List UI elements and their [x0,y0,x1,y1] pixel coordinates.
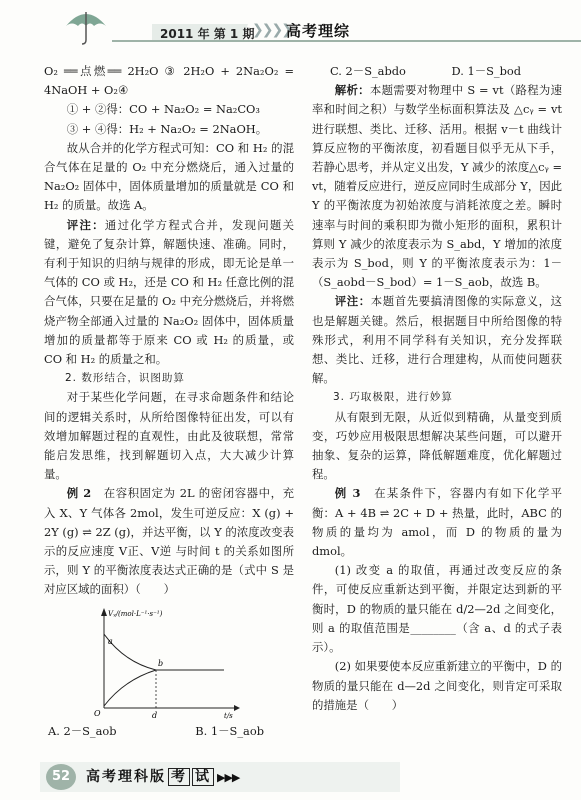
commentary-paragraph [44,216,294,370]
origin-label: O [94,708,101,718]
footer-label [86,766,239,786]
header-chevrons-icon: ❯❯❯❯ [252,22,291,38]
analysis-text: 本题需要对物理中 S = vt（路程为速率和时间之积）与数学坐标面积算法及 △cᵧ = vt 进行联想、类比、迁移、活用。根据 v－t 曲线计算反应物的平衡浓度，初看题目似乎无从下手，若静心思考，并从定义出发，Y 减少的浓度△cᵧ = vt，随着反应进行，逆反应同时生成部分 Y，因此 Y 的平衡浓度为初始浓度与消耗浓度之差。瞬时速率与时间的乘积即为微小矩形的面积，累积计算则 Y 减少的浓度表示为 S_abd，Y 增加的浓度表示为 S_bod，则 Y 的平衡浓度表示为：1－（S_aobd－S_bod）= 1－S_aob，故选 B。 [312,83,562,290]
example-paragraph [312,484,562,561]
analysis-label: 解析： [334,83,370,98]
commentary-label: 评注： [334,294,371,309]
page-header [0,0,581,52]
paragraph: 对于某些化学问题，在寻求命题条件和结论间的逻辑关系时，从所给图像特征出发，可以有效增加解题过程的直观性，由此及彼联想，常常能启发思维，找到解题切入点，大大减少计算量。 [44,390,294,482]
section-heading: 2. 数形结合，识图助算 [65,372,185,385]
issue-label: 2011 年 第 1 期 [160,27,255,41]
footer-box-char: 考 [168,768,190,786]
example-label: 例 2 [66,486,92,501]
footer-arrows-icon: ▶▶▶ [217,771,240,784]
example-label: 例 3 [334,486,361,501]
umbrella-logo-icon [62,6,110,46]
answer-options-cd: C. 2－S_abdo D. 1－S_bod [330,64,522,78]
y-axis-label: Vᵧ/(mol·L⁻¹·s⁻¹) [108,609,163,618]
example-text: 在某条件下，容器内有如下化学平衡：A + 4B ⇌ 2C + D + 热量，此时，ABC 的物质的量均为 amol，而 D 的物质的量为 dmol。 [312,486,562,559]
point-label-d: d [152,710,158,720]
right-column [312,62,562,715]
journal-title: 高考理综 [286,22,351,40]
equation-line: O₂ ══点燃══ 2H₂O ③ 2H₂O + 2Na₂O₂ = 4NaOH + O₂④ [44,64,294,98]
point-label-a: a [108,636,113,646]
question-part-2: (2) 如果要使本反应重新建立的平衡中，D 的物质的量只能在 d—2d 之间变化，则肯定可采取的措施是（ ） [312,659,562,712]
x-axis-label: t/s [224,711,233,720]
footer-box-char: 试 [192,768,214,786]
commentary-label: 评注： [66,217,105,232]
point-label-b: b [158,658,164,668]
equation-line: ① + ②得：CO + Na₂O₂ = Na₂CO₃ [66,102,260,117]
option-a: A. 2－S_aob [48,723,117,738]
commentary-text: 通过化学方程式合并，发现问题关键，避免了复杂计算，解题快速、准确。同时，有利于知识的归纳与规律的形成，即无论是单一气体的 CO 或 H₂，还是 CO 和 H₂ 任意比例的混合气体，只要在足量的 O₂ 中充分燃烧后，并将燃烧产物全部通入过量的 Na₂O₂ 固体中，固体质量增加的质量都等于原来 CO 或 H₂ 的质量，或 CO 和 H₂ 的质量之和。 [44,217,294,367]
commentary-paragraph [312,292,562,388]
question-part-1: (1) 改变 a 的取值，再通过改变反应的条件，可使反应重新达到平衡，并限定达到新的平衡时，D 的物质的量只能在 d/2—2d 之间变化，则 a 的取值范围是________（含 a、d 的式子表示）。 [312,563,562,655]
velocity-time-graph [84,604,244,720]
paragraph: 故从合并的化学方程式可知：CO 和 H₂ 的混合气体在足量的 O₂ 中充分燃烧后，通入过量的 Na₂O₂ 固体中，固体质量增加的质量就是 CO 和 H₂ 的质量。故选 A。 [44,140,294,213]
equation-line: ③ + ④得：H₂ + Na₂O₂ = 2NaOH。 [66,121,268,136]
commentary-text: 本题首先要搞清图像的实际意义，这也是解题关键。然后，根据题目中所给图像的特殊形式，利用不同学科有关知识，充分发挥联想、类比、迁移，进行合理建构，从而使问题获解。 [312,294,562,386]
page-number: 52 [46,764,76,790]
option-b: B. 1－S_aob [195,723,264,738]
example-paragraph [44,484,294,599]
section-heading: 3. 巧取极限，进行妙算 [333,391,453,404]
edition-label: 高考理科版 [86,769,166,785]
answer-options [44,722,294,741]
paragraph: 从有限到无限，从近似到精确，从量变到质变，巧妙应用极限思想解决某些问题，可以避开抽象、复杂的运算，降低解题难度，优化解题过程。 [312,409,562,482]
left-column [44,62,294,741]
analysis-paragraph [312,81,562,292]
example-text: 在容积固定为 2L 的密闭容器中，充入 X、Y 气体各 2mol，发生可逆反应：X (g) + 2Y (g) ⇌ 2Z (g)，并达平衡，以 Y 的浓度改变表示的反应速度 V正、V逆 与时间 t 的关系如图所示，则 Y 的平衡浓度表达式正确的是（式中 S 是对应区域的面积）（ ） [44,486,294,597]
